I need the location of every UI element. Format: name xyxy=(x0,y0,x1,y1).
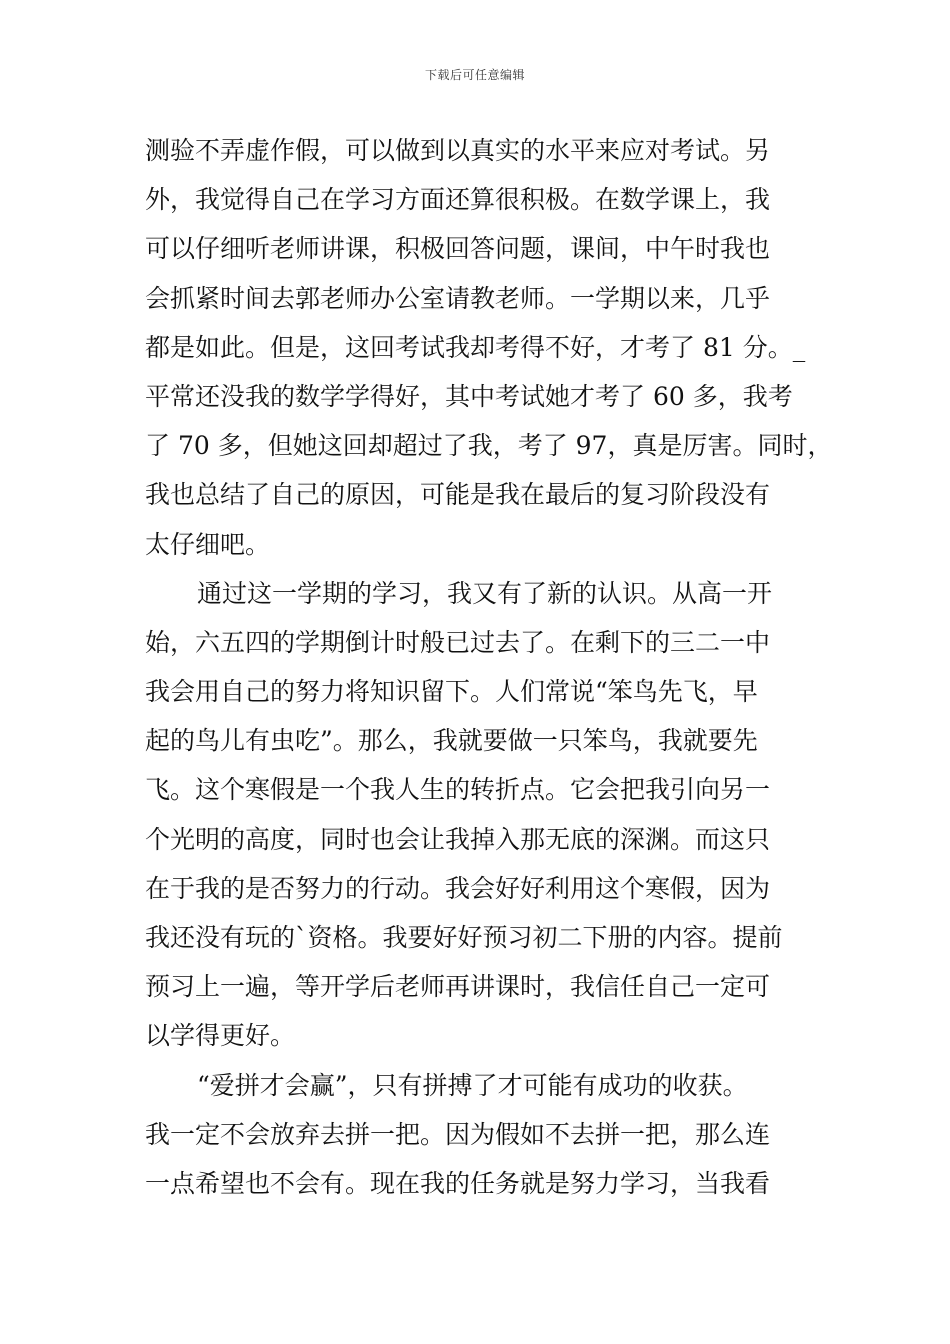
text-line: 在于我的是否努力的行动。我会好好利用这个寒假，因为 xyxy=(145,873,771,903)
page-header: 下载后可任意编辑 xyxy=(424,68,525,82)
text-line: “爱拼才会赢”，只有拼搏了才可能有成功的收获。 xyxy=(197,1070,748,1100)
text-line: 个光明的高度，同时也会让我掉入那无底的深渊。而这只 xyxy=(145,824,771,854)
text-line: 测验不弄虚作假，可以做到以真实的水平来应对考试。另 xyxy=(145,136,771,165)
text-line: 太仔细吧。 xyxy=(145,529,271,559)
text-line: 会抓紧时间去郭老师办公室请教老师。一学期以来，几乎 xyxy=(145,283,771,313)
text-line: 一点希望也不会有。现在我的任务就是努力学习，当我看 xyxy=(145,1168,771,1198)
text-line: 我还没有玩的`资格。我要好好预习初二下册的内容。提前 xyxy=(145,923,783,952)
text-line: 我也总结了自己的原因，可能是我在最后的复习阶段没有 xyxy=(145,480,771,510)
document-body xyxy=(145,126,833,1208)
text-line: 起的鸟儿有虫吃”。那么，我就要做一只笨鸟，我就要先 xyxy=(145,726,758,756)
text-line: 外，我觉得自己在学习方面还算很积极。在数学课上，我 xyxy=(145,185,771,215)
text-line: 平常还没我的数学学得好，其中考试她才考了 60 多，我考 xyxy=(145,381,793,411)
text-line: 始，六五四的学期倒计时般已过去了。在剩下的三二一中 xyxy=(145,627,771,657)
text-line: 预习上一遍，等开学后老师再讲课时，我信任自己一定可 xyxy=(145,972,771,1002)
text-line: 我一定不会放弃去拼一把。因为假如不去拼一把，那么连 xyxy=(145,1119,771,1149)
text-line: 可以仔细听老师讲课，积极回答问题，课间，中午时我也 xyxy=(145,234,771,264)
text-line: 都是如此。但是，这回考试我却考得不好，才考了 81 分。_ xyxy=(145,332,806,362)
text-line: 我会用自己的努力将知识留下。人们常说“笨鸟先飞，早 xyxy=(145,677,758,707)
text-line: 飞。这个寒假是一个我人生的转折点。它会把我引向另一 xyxy=(145,775,771,805)
text-line: 通过这一学期的学习，我又有了新的认识。从高一开 xyxy=(197,578,773,608)
text-line: 以学得更好。 xyxy=(145,1021,296,1051)
text-line: 了 70 多，但她这回却超过了我，考了 97，真是厉害。同时， xyxy=(145,431,833,461)
